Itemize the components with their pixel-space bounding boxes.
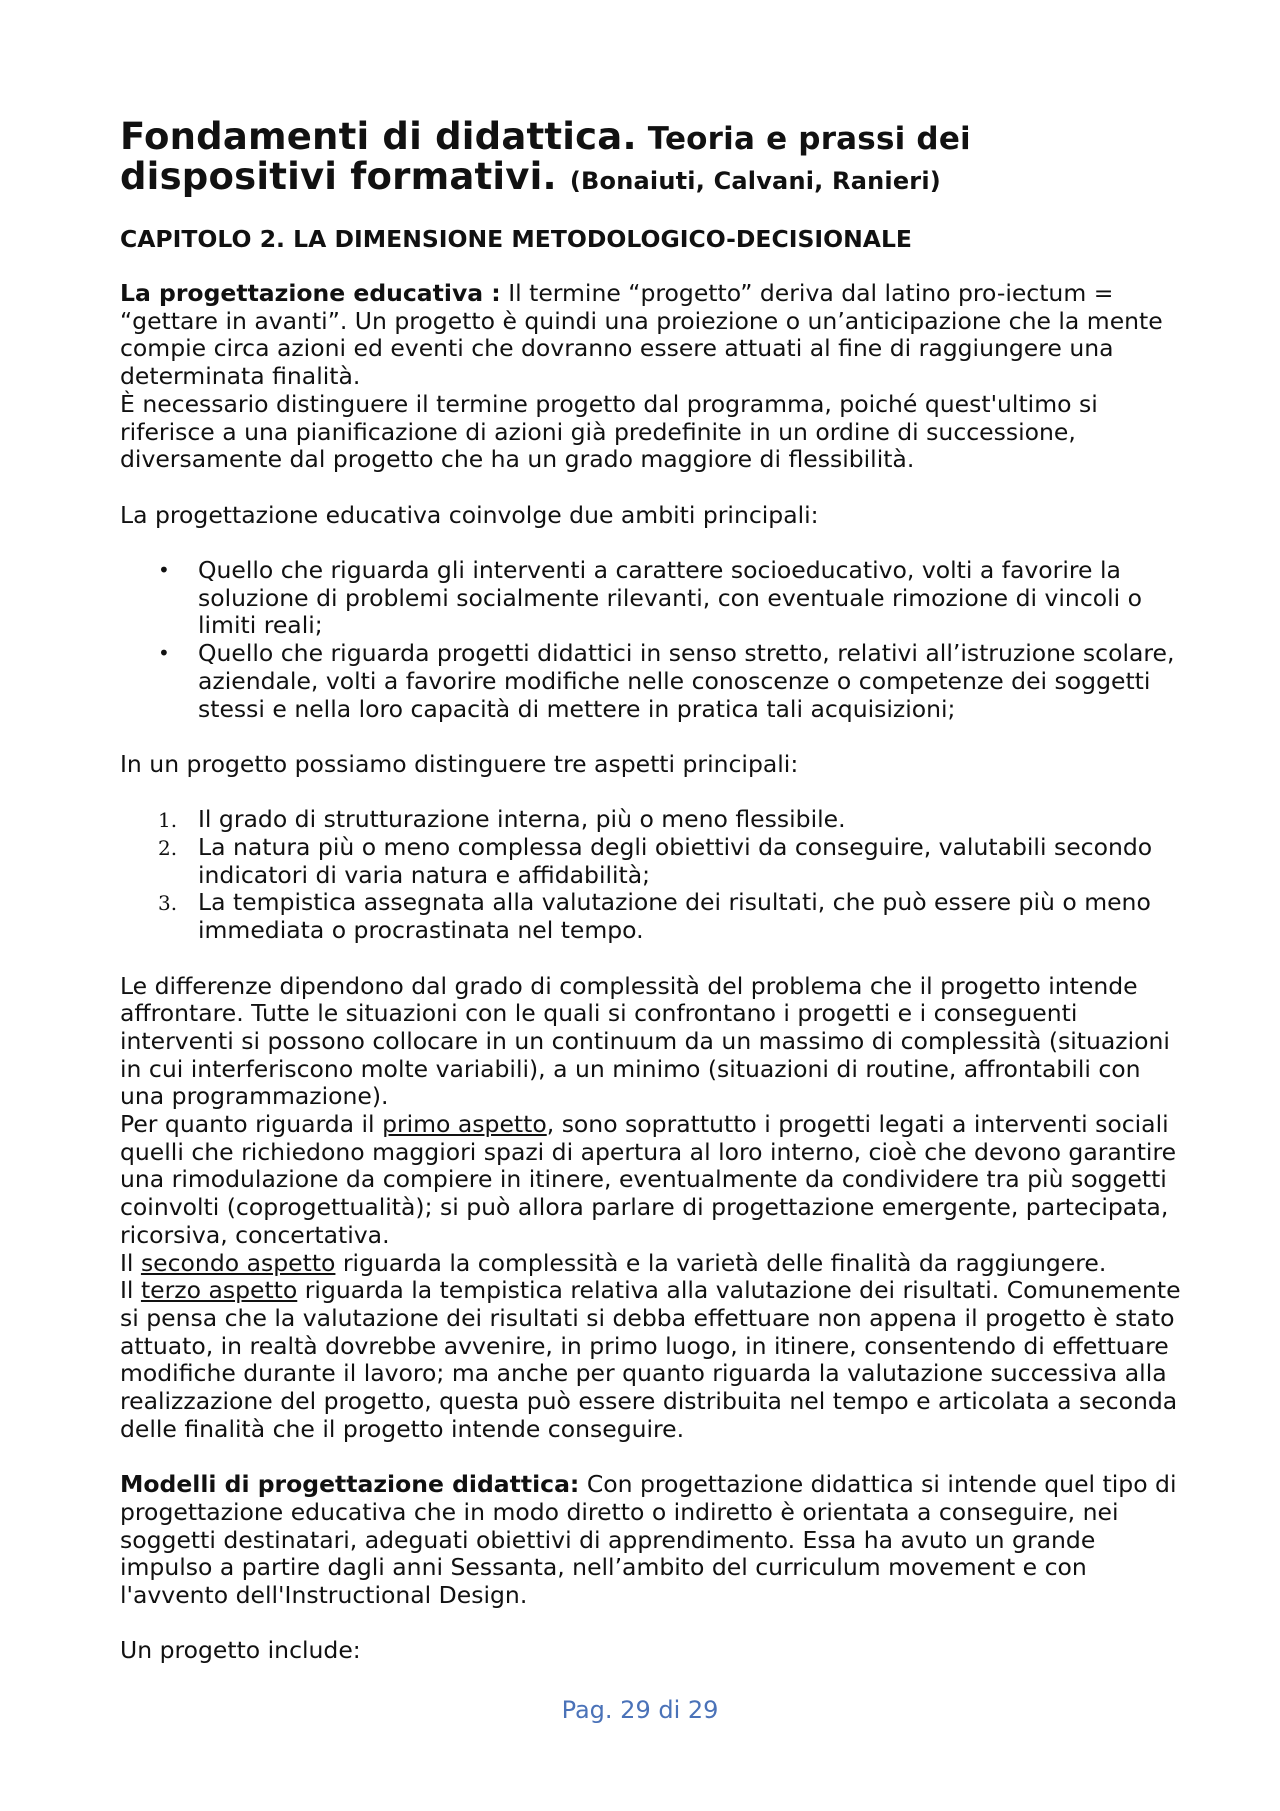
paragraph-progetto-include: Un progetto include:: [120, 1636, 361, 1665]
underlined-term: secondo aspetto: [140, 1248, 336, 1277]
paragraph-progetto-programma: È necessario distinguere il termine progetto dal programma, poiché quest'ultimo si riferisce a una pianificazione di azioni già predefinite in un ordine di successione, diversamente dal progetto che ha un grado maggiore di flessibilità.: [120, 389, 1098, 474]
page-number-footer: Pag. 29 di 29: [561, 1696, 719, 1724]
underlined-term: terzo aspetto: [140, 1276, 298, 1305]
title-main-2: dispositivi formativi.: [120, 155, 557, 198]
section-heading-modelli: Modelli di progettazione didattica:: [120, 1470, 580, 1499]
bullet-icon: •: [158, 641, 170, 666]
title-authors: (Bonaiuti, Calvani, Ranieri): [569, 167, 941, 195]
paragraph-progettazione-intro: La progettazione educativa : Il termine “progetto” deriva dal latino pro-iectum = “gettare in avanti”. Un progetto è quindi una proiezione o un’anticipazione che la mente compie circa azioni ed eventi che dovranno essere attuati al fine di raggiungere una determinata finalità.: [120, 279, 1163, 391]
paragraph-differenze: Le differenze dipendono dal grado di complessità del problema che il progetto intende affrontare. Tutte le situazioni con le quali si confrontano i progetti e i conseguenti interventi si possono collocare in un continuum da un massimo di complessità (situazioni in cui interferiscono molte variabili), a un minimo (situazioni di routine, affrontabili con una programmazione).: [120, 971, 1170, 1111]
list-item: 3. La tempistica assegnata alla valutazione dei risultati, che può essere più o meno immediata o procrastinata nel tempo.: [158, 888, 1151, 945]
bullet-icon: •: [158, 558, 170, 582]
list-item: 1. Il grado di strutturazione interna, più o meno flessibile.: [158, 805, 846, 834]
paragraph-ambiti: La progettazione educativa coinvolge due ambiti principali:: [120, 500, 819, 529]
paragraph-aspetti: In un progetto possiamo distinguere tre aspetti principali:: [120, 749, 799, 778]
chapter-heading: CAPITOLO 2. LA DIMENSIONE METODOLOGICO-DECISIONALE: [120, 225, 912, 253]
underlined-term: primo aspetto: [382, 1110, 547, 1139]
list-item: • Quello che riguarda gli interventi a carattere socioeducativo, volti a favorire la soluzione di problemi socialmente rilevanti, con eventuale rimozione di vincoli o limiti reali;: [158, 556, 1143, 640]
paragraph-modelli: Modelli di progettazione didattica: Con progettazione didattica si intende quel tipo di progettazione educativa che in modo diretto o indiretto è orientata a conseguire, nei soggetti destinatari, adeguati obiettivi di apprendimento. Essa ha avuto un grande impulso a partire dagli anni Sessanta, nell’ambito del curriculum movement e con l'avvento dell'Instructional Design.: [120, 1470, 1177, 1609]
list-item: • Quello che riguarda progetti didattici in senso stretto, relativi all’istruzione scolare, aziendale, volti a favorire modifiche nelle conoscenze o competenze dei soggetti stessi e nella loro capacità di mettere in pratica tali acquisizioni;: [158, 639, 1175, 723]
title-subtitle-1: Teoria e prassi dei: [636, 121, 971, 157]
bullet-list-ambiti: [120, 557, 1182, 723]
numbered-list-aspetti: [120, 806, 1182, 945]
list-item: 2. La natura più o meno complessa degli obiettivi da conseguire, valutabili secondo indicatori di varia natura e affidabilità;: [158, 833, 1153, 889]
paragraph-terzo-aspetto: Il terzo aspetto riguarda la tempistica relativa alla valutazione dei risultati. Comunemente si pensa che la valutazione dei risultati si debba effettuare non appena il progetto è stato attuato, in realtà dovrebbe avvenire, in primo luogo, in itinere, consentendo di effettuare modifiche durante il lavoro; ma anche per quanto riguarda la valutazione successiva alla realizzazione del progetto, questa può essere distribuita nel tempo e articolata a seconda delle finalità che il progetto intende conseguire.: [120, 1276, 1181, 1443]
document-title: [120, 115, 1182, 200]
document-page: [120, 115, 1182, 1665]
paragraph-secondo-aspetto: Il secondo aspetto riguarda la complessità e la varietà delle finalità da raggiungere.: [120, 1248, 1107, 1277]
title-main: Fondamenti di didattica.: [120, 115, 637, 158]
section-heading-progettazione: La progettazione educativa :: [120, 279, 501, 307]
paragraph-primo-aspetto: Per quanto riguarda il primo aspetto, sono soprattutto i progetti legati a interventi sociali quelli che richiedono maggiori spazi di apertura al loro interno, cioè che devono garantire una rimodulazione da compiere in itinere, eventualmente da condividere tra più soggetti coinvolti (coprogettualità); si può allora parlare di progettazione emergente, partecipata, ricorsiva, concertativa.: [120, 1110, 1177, 1249]
